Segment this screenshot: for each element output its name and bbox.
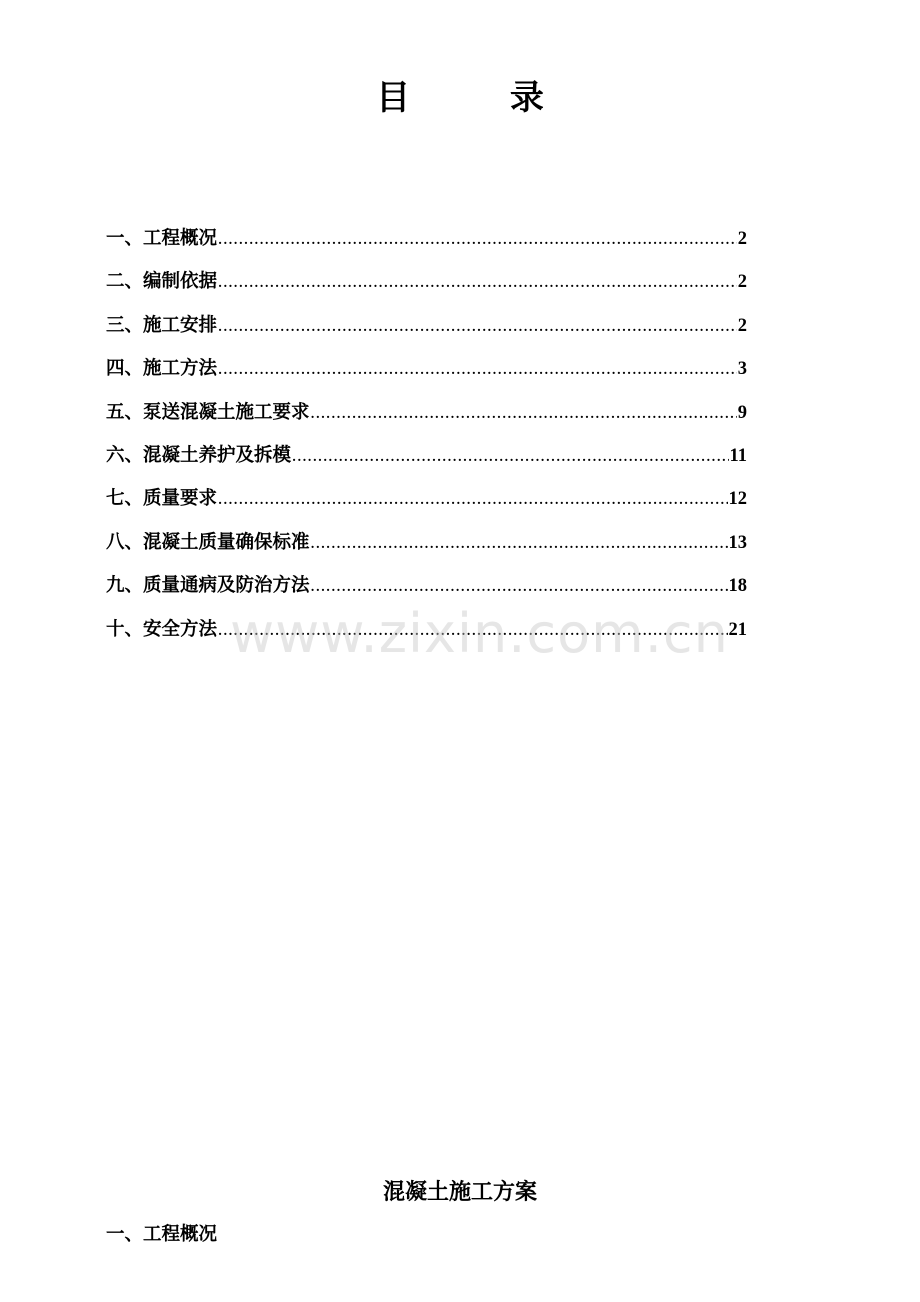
toc-leader-dots xyxy=(311,397,737,431)
toc-entry-label: 一、工程概况 xyxy=(106,228,218,249)
toc-entry[interactable] xyxy=(106,526,747,569)
toc-leader-dots xyxy=(311,527,728,561)
toc-entry-page: 9 xyxy=(737,402,747,423)
toc-entry-label: 五、泵送混凝土施工要求 xyxy=(106,401,310,423)
toc-entry-page: 18 xyxy=(728,576,747,597)
toc-leader-dots xyxy=(218,310,737,344)
toc-entry-page: 2 xyxy=(737,272,747,293)
toc-entry[interactable] xyxy=(106,569,747,612)
toc-entry[interactable] xyxy=(106,309,747,352)
toc-entry-label: 三、施工安排 xyxy=(106,314,218,336)
toc-entry-page: 11 xyxy=(729,445,747,466)
watermark: www.zixin.com.cn xyxy=(230,602,729,665)
toc-title: 目 录 xyxy=(376,78,588,118)
toc-entry-label: 八、混凝土质量确保标准 xyxy=(106,531,310,553)
toc-entry[interactable] xyxy=(106,352,747,395)
toc-entry[interactable] xyxy=(106,396,747,439)
section-heading: 一、工程概况 xyxy=(106,1224,218,1245)
table-of-contents xyxy=(106,222,747,656)
toc-entry[interactable] xyxy=(106,265,747,308)
toc-entry[interactable] xyxy=(106,613,747,656)
toc-entry-label: 十、安全方法 xyxy=(106,618,218,640)
toc-entry-label: 二、编制依据 xyxy=(106,271,218,293)
toc-entry-label: 四、施工方法 xyxy=(106,358,218,380)
toc-leader-dots xyxy=(292,440,729,474)
toc-entry-label: 九、质量通病及防治方法 xyxy=(106,575,310,597)
toc-entry-label: 六、混凝土养护及拆模 xyxy=(106,444,292,466)
toc-entry-page: 12 xyxy=(728,489,747,510)
toc-entry-label: 七、质量要求 xyxy=(106,488,218,510)
toc-leader-dots xyxy=(218,614,727,648)
toc-entry[interactable] xyxy=(106,439,747,482)
toc-entry-page: 3 xyxy=(737,359,747,380)
document-title: 混凝土施工方案 xyxy=(382,1179,537,1205)
toc-leader-dots xyxy=(218,223,737,257)
toc-entry-page: 13 xyxy=(728,532,747,553)
toc-leader-dots xyxy=(218,266,737,300)
toc-leader-dots xyxy=(218,483,727,517)
toc-leader-dots xyxy=(218,353,737,387)
toc-entry[interactable] xyxy=(106,222,747,265)
toc-entry-page: 21 xyxy=(728,619,747,640)
toc-entry-page: 2 xyxy=(737,315,747,336)
toc-leader-dots xyxy=(311,570,728,604)
toc-entry[interactable] xyxy=(106,482,747,525)
toc-entry-page: 2 xyxy=(737,229,747,249)
